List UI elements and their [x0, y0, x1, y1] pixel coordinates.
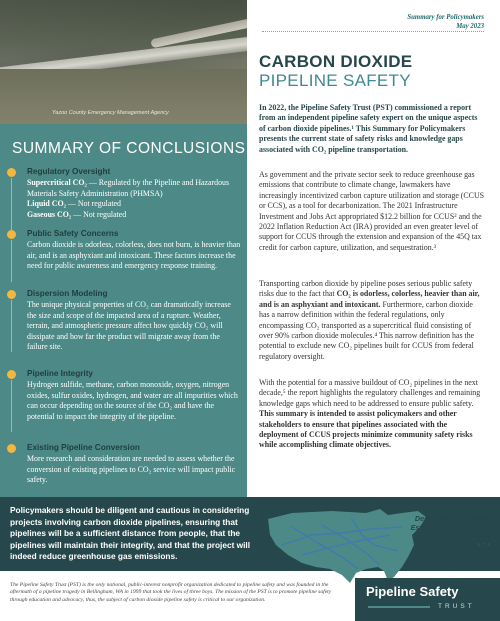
footer-text: The Pipeline Safety Trust (PST) is the only national, public-interest nonprofit organization dedicated to pipeline safety and was founded in the aftermath of a pipeline tragedy in Bellingham, WA in 1999 that took the lives of three boys. The mission of the PST is to promote pipeline safety through education and advocacy, thus, the subject of carbon dioxide pipeline safety is critical to our organization. [10, 582, 332, 603]
intro-paragraph: In 2022, the Pipeline Safety Trust (PST) commissioned a report from an independent pipeline safety expert on the unique aspects of carbon dioxide pipelines.¹ This Summary for Policymakers presents the current state of safety risks and knowledge gaps associated with CO₂ pipeline transportation. [259, 103, 478, 154]
logo-main: Pipeline Safety [366, 584, 459, 599]
conclusion-head: Pipeline Integrity [27, 369, 93, 378]
conclusion-head: Regulatory Oversight [27, 167, 111, 176]
paragraph-ccus: As government and the private sector seek to reduce greenhouse gas emissions that contribute to climate change, lawmakers have increasingly incentivized carbon capture utilization and storage (CCUS or CCS), as a tool for decarbonization. The 2021 Infrastructure Investment and Jobs Act appropriated $12.2 billion for CCUS² and the 2022 Inflation Reduction Act (IRA) provided an even greater level of support for CCUS through the extension and expansion of the 45Q tax credit for carbon capture, utilization, and sequestration.³ [259, 170, 485, 252]
conclusion-body: Supercritical CO₂ — Regulated by the Pipeline and Hazardous Materials Safety Administration (PHMSA) Liquid CO₂ — Not regulated Gaseous CO₂ — Not regulated [27, 178, 230, 219]
tag-date: May 2023 [456, 23, 484, 30]
bullet-dot-icon [7, 370, 16, 379]
bullet-dot-icon [7, 444, 16, 453]
map-caption-text: Department of Energy Estimated CO₂ Pipeline Buildout by 2050 [410, 514, 490, 541]
conclusion-head: Dispersion Modeling [27, 289, 108, 298]
map-caption [410, 515, 490, 548]
conclusion-body: The unique physical properties of CO₂ can dramatically increase the size and scope of the impacted area of a rupture. Weather, terrain, and atmospheric pressure affect how quickly CO₂ will dissipate and how far the product will migrate away from the failure site. [27, 300, 231, 352]
tag-line: Summary for Policymakers [407, 14, 484, 21]
banner-text: Policymakers should be diligent and cautious in considering projects involving carbon dioxide pipelines, ensuring that pipelines will be a sufficient distance from people, that the pipelines will maintain their integrity, and that the project will indeed reduce greenhouse gas emissions. [10, 505, 251, 562]
map-source: 6, 7, 8 [477, 541, 490, 547]
logo-sub: TRUST [438, 603, 475, 610]
photo-credit: Yazoo County Emergency Management Agency [52, 110, 169, 116]
divider [262, 31, 484, 32]
document-tag [407, 13, 484, 31]
conclusion-body: Hydrogen sulfide, methane, carbon monoxide, oxygen, nitrogen oxides, sulfur oxides, hydrogen, and water are all impurities which can occur depending on the source of the CO₂ and have the potential to impact the integrity of the pipeline. [27, 380, 238, 421]
conclusion-body: More research and consideration are needed to assess whether the conversion of existing pipelines to CO₂ service will impact public safety. [27, 454, 236, 485]
conclusion-head: Public Safety Concerns [27, 229, 119, 238]
bullet-dot-icon [7, 168, 16, 177]
conclusion-body: Carbon dioxide is odorless, colorless, does not burn, is heavier than air, and is an asphyxiant and intoxicant. These factors increase the need for public awareness and emergency response training. [27, 240, 241, 271]
paragraph-risks: Transporting carbon dioxide by pipeline poses serious public safety risks due to the fact that CO₂ is odorless, colorless, heavier than air, and is an asphyxiant and intoxicant. Furthermore, carbon dioxide has a narrow definition within the federal regulations, only encompassing CO₂ transported as a supercritical fluid consisting of over 90% carbon dioxide molecules.⁴ This narrow definition has the potential to exclude new CO₂ pipelines built for CCUS from federal regulatory oversight. [259, 279, 480, 361]
conclusion-head: Existing Pipeline Conversion [27, 443, 140, 452]
us-land-shape [268, 509, 426, 583]
bullet-dot-icon [7, 290, 16, 299]
bullet-dot-icon [7, 230, 16, 239]
page-title: CARBON DIOXIDE [259, 52, 413, 71]
page-subtitle: PIPELINE SAFETY [259, 71, 411, 90]
conclusions-title: SUMMARY OF CONCLUSIONS [12, 140, 246, 157]
us-pipeline-map [262, 505, 432, 585]
pipeline-photo [0, 0, 247, 124]
paragraph-summary: With the potential for a massive buildout of CO₂ pipelines in the next decade,⁵ the report highlights the regulatory challenges and remaining knowledge gaps which need to be addressed to ensure public safety. This summary is intended to assist policymakers and other stakeholders to ensure that pipelines associated with the deployment of CCUS projects minimize community safety risks while accomplishing climate objectives. [259, 378, 481, 450]
logo-bar [368, 606, 430, 608]
